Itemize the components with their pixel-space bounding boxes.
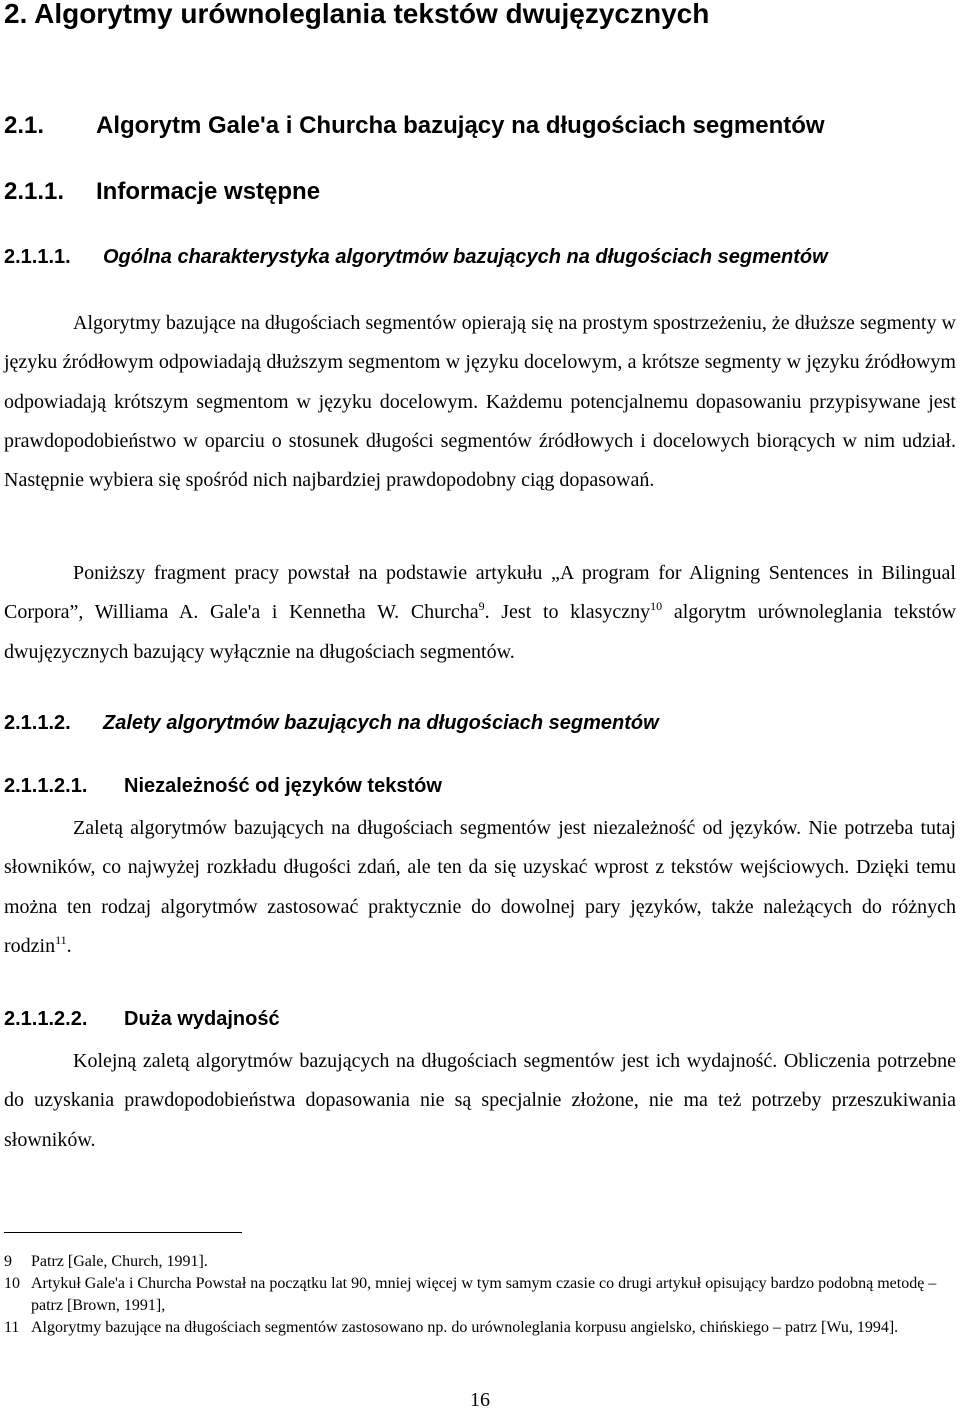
paragraph-source-text-2: . Jest to klasyczny [484,601,651,624]
footnote-number: 10 [4,1275,20,1292]
footnote-text: Algorytmy bazujące na długościach segmentów zastosowano np. do urównoleglania korpusu angielsko, chińskiego – patrz [Wu, 1994]. [31,1319,899,1336]
footnote [4,1317,944,1339]
page-number: 16 [470,1389,490,1411]
footnote-separator [4,1232,242,1233]
advantages-number: 2.1.1.2. [4,712,71,734]
paragraph-independence [4,809,956,966]
footnote-ref-9[interactable]: 9 [478,599,485,614]
footnote-text: Patrz [Gale, Church, 1991]. [31,1253,208,1270]
footnote-ref-11[interactable]: 11 [55,932,67,947]
efficiency-heading [4,1008,280,1031]
independence-heading [4,775,442,798]
footnote [4,1251,944,1273]
subsection-title: Informacje wstępne [96,178,321,205]
paragraph-intro: Algorytmy bazujące na długościach segmentów opierają się na prostym spostrzeżeniu, że dłuższe segmenty w języku źródłowym odpowiadają dłuższym segmentom w języku docelowym, a krótsze segmenty w języku źródłowym odpowiadają krótszym segmentom w języku docelowym. Każdemu potencjalnemu dopasowaniu przypisywane jest prawdopodobieństwo w oparciu o stosunek długości segmentów źródłowych i docelowych biorących w nim udział. Następnie wybiera się spośród nich najbardziej prawdopodobny ciąg dopasowań. [4,312,956,492]
section-number: 2.1. [4,112,45,139]
footnote-number: 9 [4,1253,12,1270]
paragraph-source [4,554,956,672]
subsubsection-title: Ogólna charakterystyka algorytmów bazujących na długościach segmentów [103,246,828,268]
subsection-heading [4,178,320,206]
advantages-title: Zalety algorytmów bazujących na długościach segmentów [103,712,659,734]
footnotes [4,1251,944,1339]
footnote-ref-10[interactable]: 10 [650,599,663,614]
footnote-text: Artykuł Gale'a i Churcha Powstał na początku lat 90, mniej więcej w tym samym czasie co drugi artykuł opisujący bardzo podobną metodę – patrz [Brown, 1991], [31,1275,937,1314]
subsubsection-number: 2.1.1.1. [4,246,71,268]
paragraph-independence-end: . [66,934,72,957]
advantages-heading [4,712,659,735]
independence-title: Niezależność od języków tekstów [124,775,442,797]
subsection-number: 2.1.1. [4,178,65,205]
footnote-number: 11 [4,1319,20,1336]
paragraph-source-text-3: algorytm urównoleglania tekstów dwujęzycznych bazujący wyłącznie na długościach segmentów. [4,601,957,663]
footnote [4,1273,944,1317]
paragraph-efficiency: Kolejną zaletą algorytmów bazujących na długościach segmentów jest ich wydajność. Obliczenia potrzebne do uzyskania prawdopodobieństwa dopasowania nie są specjalnie złożone, nie ma też potrzeby przeszukiwania słowników. [4,1050,956,1151]
section-heading [4,112,825,140]
paragraph-independence-text: Zaletą algorytmów bazujących na długościach segmentów jest niezależność od języków. Nie potrzeba tutaj słowników, co najwyżej rozkładu długości zdań, ale ten da się uzyskać wprost z tekstów wejściowych. Dzięki temu można ten rodzaj algorytmów zastosować praktycznie do dowolnej pary języków, także należących do różnych rodzin [4,817,956,957]
independence-number: 2.1.1.2.1. [4,775,88,797]
paragraph-source-text: Poniższy fragment pracy powstał na podstawie artykułu „A program for Aligning Sentences in Bilingual Corpora”, Williama A. Gale'a i Kennetha W. Churcha [4,562,956,624]
subsubsection-heading [4,244,944,271]
section-title: Algorytm Gale'a i Churcha bazujący na długościach segmentów [96,112,825,139]
chapter-heading: 2. Algorytmy urównoleglania tekstów dwujęzycznych [4,0,710,29]
efficiency-title: Duża wydajność [124,1008,280,1030]
efficiency-number: 2.1.1.2.2. [4,1008,88,1030]
